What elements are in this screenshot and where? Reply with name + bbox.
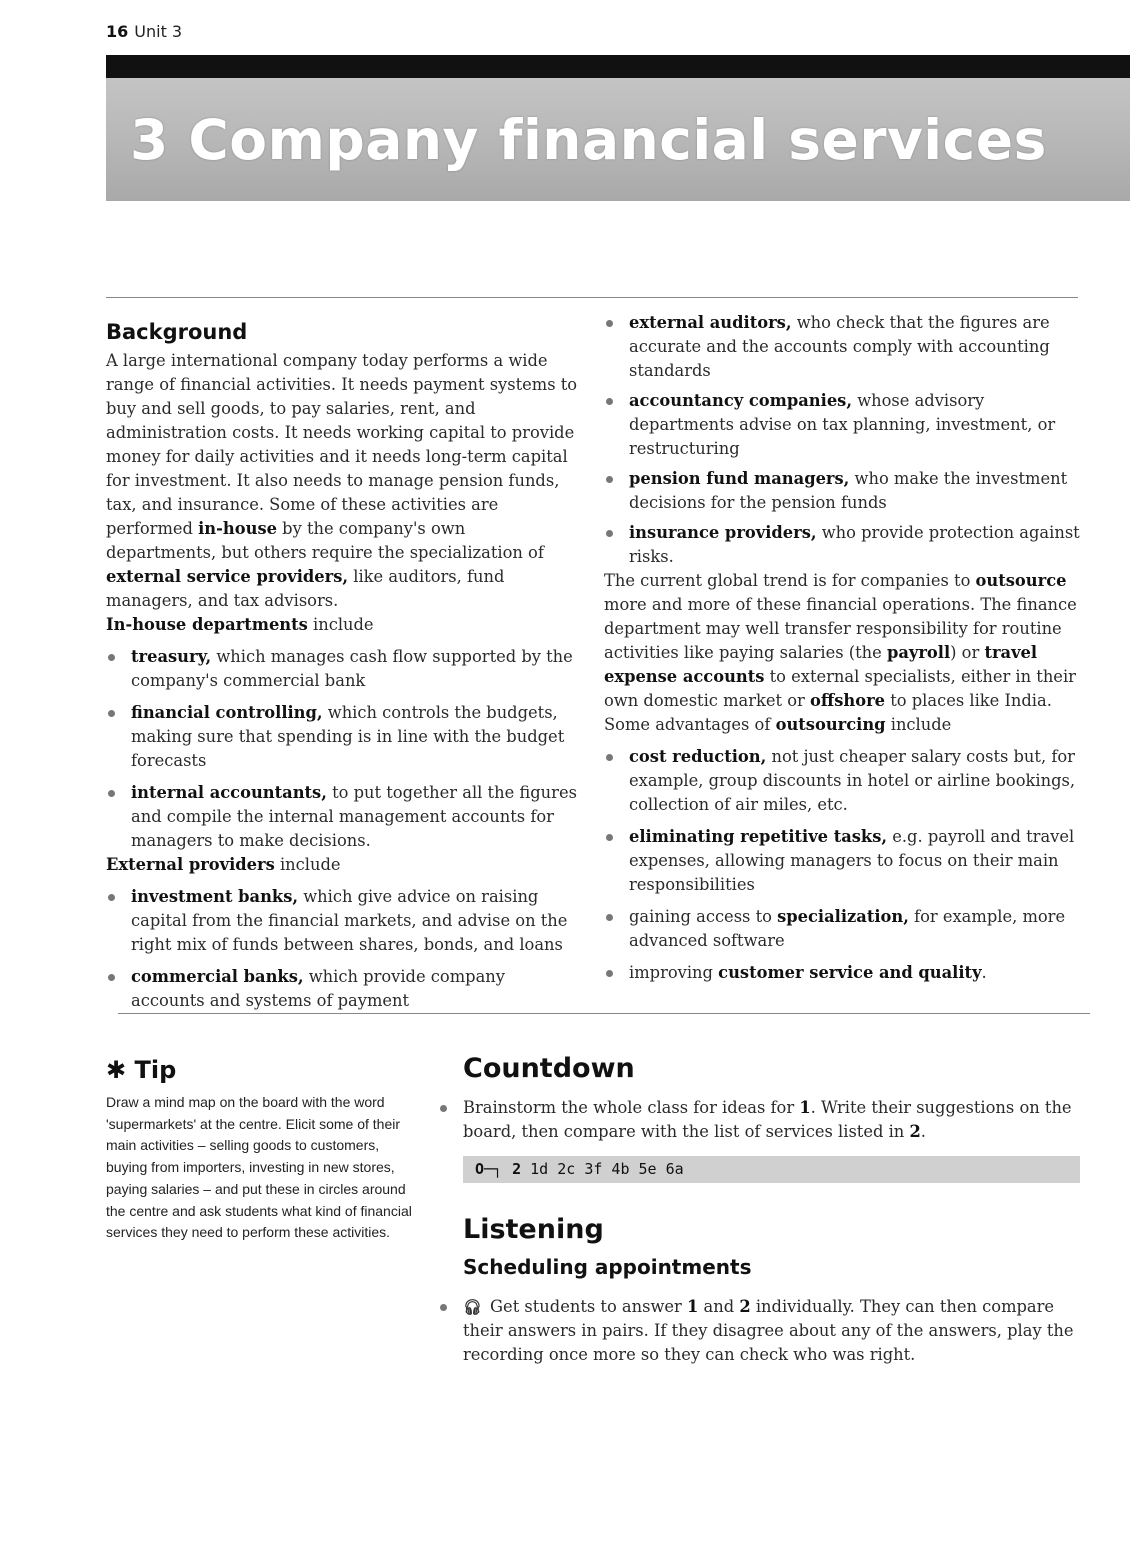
providers-column xyxy=(604,311,1080,985)
bullet-icon xyxy=(108,710,115,717)
headphones-icon: 🎧︎ xyxy=(463,1298,483,1316)
background-column xyxy=(106,318,580,1013)
background-intro: A large international company today performs a wide range of financial activities. It needs payment systems to buy and sell goods, to pay salaries, rent, and administration costs. It needs working capital to provide money for daily activities and it needs long-term capital for investment. It also needs to manage pension funds, tax, and insurance. Some of these activities are performed in-house by the company's own departments, but others require the specialization of external service providers, like auditors, fund managers, and tax advisors. xyxy=(106,351,578,610)
list-item: internal accountants, to put together all the figures and compile the internal management accounts for managers to make decisions. xyxy=(106,781,580,853)
bullet-icon xyxy=(108,894,115,901)
external-list xyxy=(106,885,580,1013)
countdown-heading: Countdown xyxy=(463,1053,635,1084)
list-item: insurance providers, who provide protection against risks. xyxy=(604,521,1080,569)
title-banner xyxy=(106,78,1130,201)
activities-column xyxy=(440,1052,1080,1367)
bullet-icon xyxy=(606,530,613,537)
list-item: commercial banks, which provide company accounts and systems of payment xyxy=(106,965,580,1013)
bullet-icon xyxy=(108,974,115,981)
key-number: 2 xyxy=(512,1160,522,1178)
bullet-icon xyxy=(606,754,613,761)
bullet-icon xyxy=(108,790,115,797)
list-item: gaining access to specialization, for example, more advanced software xyxy=(604,905,1080,953)
list-item: cost reduction, not just cheaper salary costs but, for example, group discounts in hotel or airline bookings, collection of air miles, etc. xyxy=(604,745,1080,817)
inhouse-label: In-house departments include xyxy=(106,615,374,634)
key-icon: O─┐ xyxy=(475,1160,503,1178)
provider-list xyxy=(604,311,1080,569)
list-item: eliminating repetitive tasks, e.g. payroll and travel expenses, allowing managers to focus on their main responsibilities xyxy=(604,825,1080,897)
page-title: 3 Company financial services xyxy=(130,108,1047,172)
listening-subheading: Scheduling appointments xyxy=(463,1255,752,1279)
page-header xyxy=(106,22,182,41)
divider-bottom xyxy=(118,1013,1090,1014)
bullet-icon xyxy=(440,1304,447,1311)
list-item: improving customer service and quality. xyxy=(604,961,1080,985)
outsourcing-paragraph: The current global trend is for companies to outsource more and more of these financial operations. The finance department may well transfer responsibility for routine activities like paying salaries (the payroll) or travel expense accounts to external specialists, either in their own domestic market or offshore to places like India. Some advantages of outsourcing include xyxy=(604,571,1077,734)
asterisk-icon: ✱ xyxy=(106,1056,127,1084)
bullet-icon xyxy=(440,1105,447,1112)
bullet-icon xyxy=(606,970,613,977)
divider-top xyxy=(106,297,1078,298)
page-number: 16 xyxy=(106,22,129,41)
key-answers: 1d 2c 3f 4b 5e 6a xyxy=(530,1160,684,1178)
external-label: External providers include xyxy=(106,855,341,874)
tip-heading: ✱ Tip xyxy=(106,1056,177,1084)
list-item: external auditors, who check that the figures are accurate and the accounts comply with accounting standards xyxy=(604,311,1080,383)
tip-box xyxy=(106,1056,416,1244)
inhouse-list xyxy=(106,645,580,853)
advantages-list xyxy=(604,745,1080,985)
tip-text: Draw a mind map on the board with the word 'supermarkets' at the centre. Elicit some of their main activities – selling goods to customers, buying from importers, investing in new stores, paying salaries – and put these in circles around the centre and ask students what kind of financial services they need to perform these activities. xyxy=(106,1094,412,1241)
bullet-icon xyxy=(606,914,613,921)
unit-label: Unit 3 xyxy=(134,22,183,41)
bullet-icon xyxy=(606,476,613,483)
title-bar-top xyxy=(106,55,1130,78)
bullet-icon xyxy=(606,320,613,327)
list-item: financial controlling, which controls the budgets, making sure that spending is in line with the budget forecasts xyxy=(106,701,580,773)
list-item: treasury, which manages cash flow supported by the company's commercial bank xyxy=(106,645,580,693)
countdown-text: Brainstorm the whole class for ideas for 1. Write their suggestions on the board, then compare with the list of services listed in 2. xyxy=(440,1096,1080,1144)
answer-key-bar xyxy=(463,1156,1080,1183)
list-item: investment banks, which give advice on raising capital from the financial markets, and advise on the right mix of funds between shares, bonds, and loans xyxy=(106,885,580,957)
list-item: pension fund managers, who make the investment decisions for the pension funds xyxy=(604,467,1080,515)
listening-heading: Listening xyxy=(463,1214,604,1245)
bullet-icon xyxy=(606,834,613,841)
bullet-icon xyxy=(108,654,115,661)
listening-text: 🎧︎ Get students to answer 1 and 2 individually. They can then compare their answers in pairs. If they disagree about any of the answers, play the recording once more so they can check who was right. xyxy=(440,1295,1080,1367)
list-item: accountancy companies, whose advisory departments advise on tax planning, investment, or restructuring xyxy=(604,389,1080,461)
bullet-icon xyxy=(606,398,613,405)
background-heading: Background xyxy=(106,320,248,344)
